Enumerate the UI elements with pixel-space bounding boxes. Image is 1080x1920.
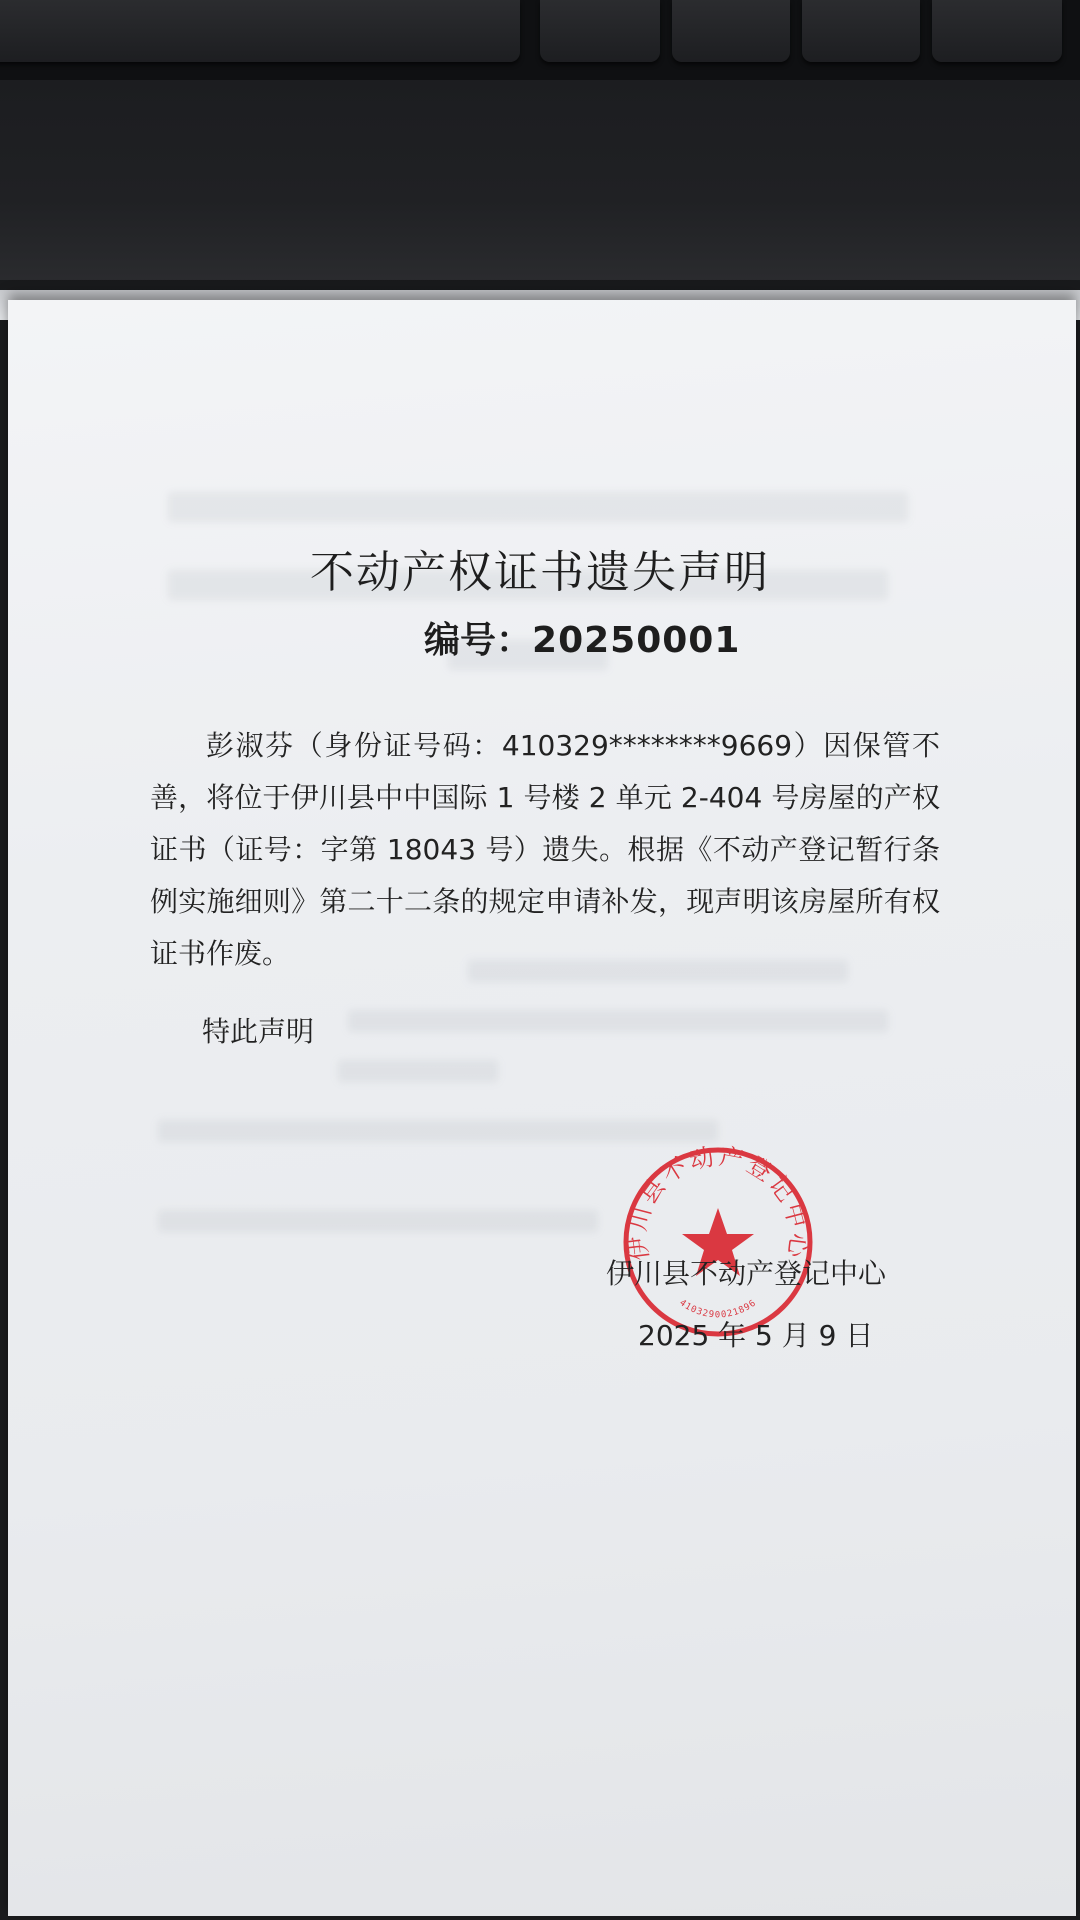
official-seal-icon xyxy=(618,1142,818,1342)
document-title: 不动产权证书遗失声明 xyxy=(310,547,770,598)
document-number-value: 20250001 xyxy=(532,620,741,661)
declaration-closing: 特此声明 xyxy=(202,1015,315,1048)
declaration-body: 彭淑芬（身份证号码：410329********9669）因保管不善，将位于伊川县中中国际 1 号楼 2 单元 2-404 号房屋的产权证书（证号：字第 18043 号）遗失。根据《不动产登记暂行条例实施细则》第二十二条的规定申请补发，现声明该房屋所有权证书作废。 xyxy=(150,729,940,970)
show-through-text xyxy=(348,1010,888,1032)
show-through-text xyxy=(168,492,908,522)
show-through-text xyxy=(338,1060,498,1082)
seal-text: 伊川县不动产登记中心 xyxy=(623,1142,813,1263)
keyboard-key xyxy=(802,0,920,62)
keyboard-key xyxy=(540,0,660,62)
keyboard-key xyxy=(932,0,1062,62)
issuer-name: 伊川县不动产登记中心 xyxy=(606,1257,887,1290)
seal-serial: 4103290021896 xyxy=(677,1298,759,1321)
keyboard xyxy=(0,0,1080,80)
document-number xyxy=(424,612,740,663)
keyboard-key xyxy=(672,0,790,62)
show-through-text xyxy=(158,1210,598,1232)
desk-surface xyxy=(0,80,1080,280)
show-through-text xyxy=(158,1120,718,1142)
issue-date: 2025 年 5 月 9 日 xyxy=(638,1319,874,1352)
keyboard-key xyxy=(0,0,520,62)
document-number-label: 编号： xyxy=(424,620,533,661)
